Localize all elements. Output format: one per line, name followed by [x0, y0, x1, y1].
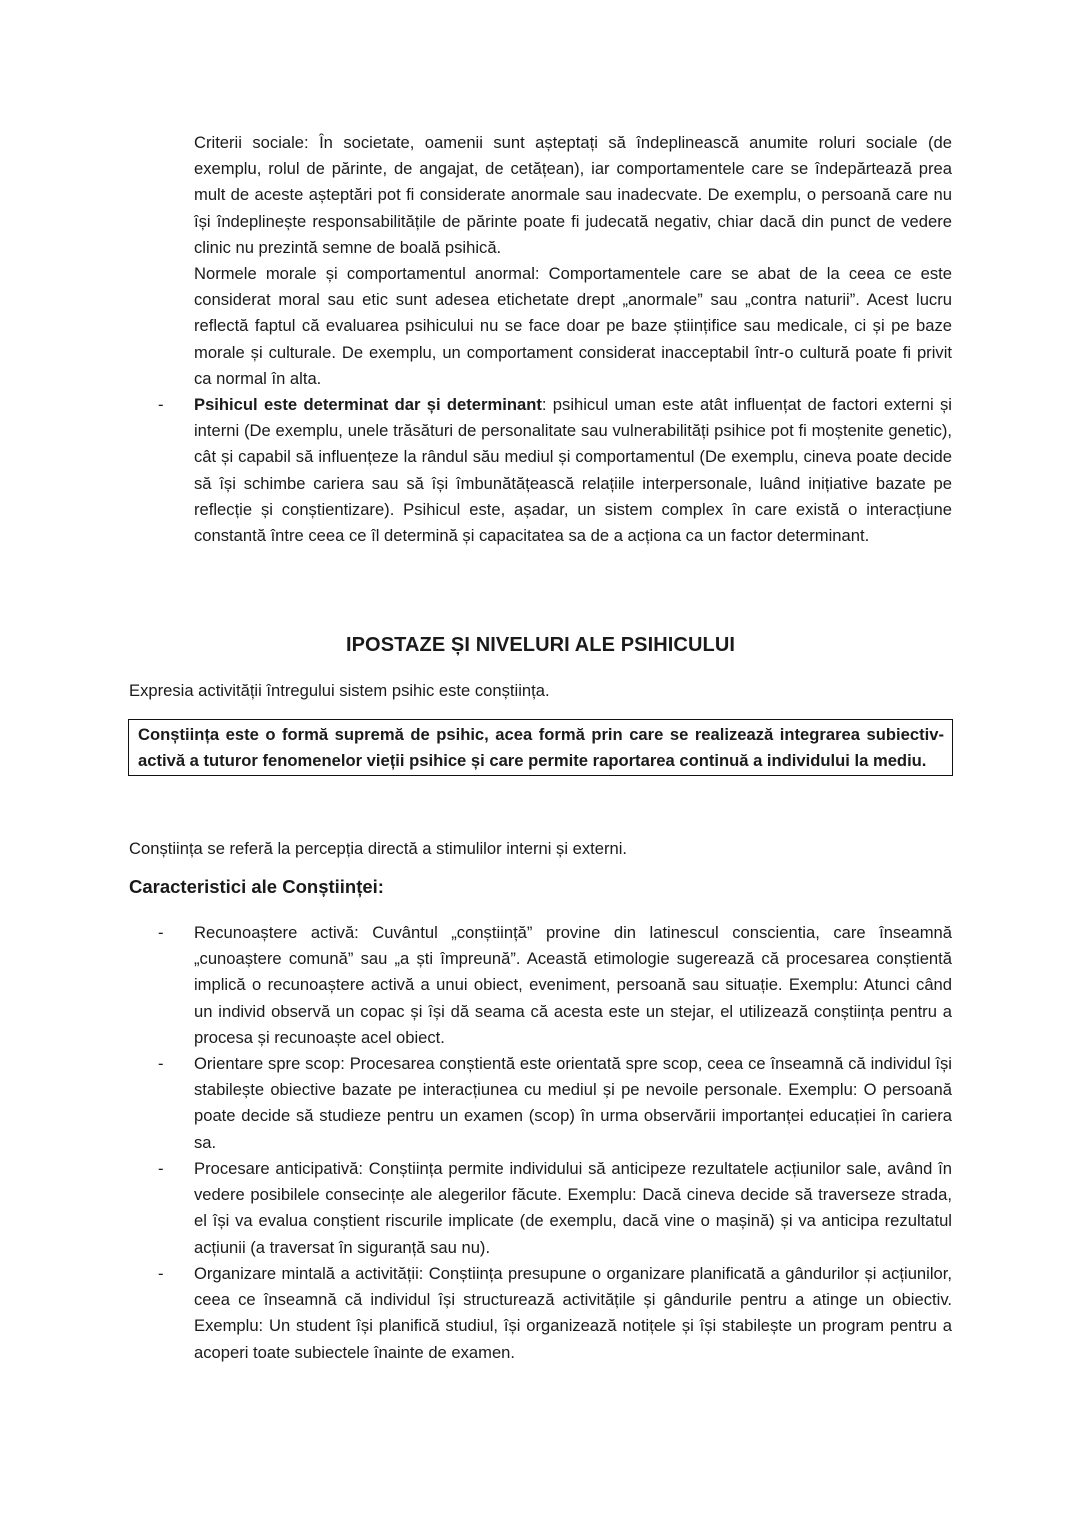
bullet-dash: -: [158, 1054, 164, 1073]
list-item: Orientare spre scop: Procesarea conștientă este orientată spre scop, ceea ce înseamnă că individul își stabilește obiective bazate pe interacțiunea cu mediul și pe nevoile personale. Exemplu: O persoană poate decide să studieze pentru un examen (scop) în urma observării importanței educației în cariera sa.: [194, 1054, 952, 1152]
paragraph-normele-morale: Normele morale și comportamentul anormal: Comportamentele care se abat de la ceea ce este considerat moral sau etic sunt adesea etichetate drept „anormale” sau „contra naturii”. Acest lucru reflectă faptul că evaluarea psihicului nu se face doar pe baze științifice sau medicale, ci și pe baze morale și culturale. De exemplu, un comportament considerat inacceptabil într-o cultură poate fi privit ca normal în alta.: [194, 264, 952, 388]
definition-box: Conștiința este o formă supremă de psihic, acea formă prin care se realizează integrarea subiectiv-activă a tuturor fenomenelor vieții psihice și care permite raportarea continuă a individului la mediu.: [128, 719, 953, 776]
paragraph-criterii-sociale: Criterii sociale: În societate, oamenii sunt așteptați să îndeplinească anumite roluri sociale (de exemplu, rolul de părinte, de angajat, de cetățean), iar comportamentele care se îndepărtează prea mult de aceste așteptări pot fi considerate anormale sau inadecvate. De exemplu, o persoană care nu își îndeplinește responsabilitățile de părinte poate fi judecată negativ, chiar dacă din punct de vedere clinic nu prezintă semne de boală psihică.: [194, 133, 952, 257]
bullet-dash: -: [158, 923, 164, 942]
perception-text: Conștiința se referă la percepția directă a stimulilor interni și externi.: [129, 839, 628, 858]
bullet-dash: -: [158, 1159, 164, 1178]
paragraph-psihicul-determinant: [194, 392, 952, 549]
psihicul-text: : psihicul uman este atât influențat de factori externi și interni (De exemplu, unele trăsături de personalitate sau vulnerabilități psihice pot fi moștenite genetic), cât și capabil să influențeze la rândul său mediul și comportamentul (De exemplu, cineva poate decide să își schimbe cariera sau să își îmbunătățească relațiile interpersonale, luând inițiative bazate pe reflecție și conștientizare). Psihicul este, așadar, un sistem complex în care există o interacțiune constantă între ceea ce îl determină și capacitatea sa de a acționa ca un factor determinant.: [194, 395, 952, 546]
section-heading: IPOSTAZE ȘI NIVELURI ALE PSIHICULUI: [345, 634, 736, 656]
characteristics-title: Caracteristici ale Conștiinței:: [129, 876, 384, 897]
psihicul-bold-label: Psihicul este determinat dar și determinant: [194, 395, 542, 414]
bullet-dash: -: [158, 1264, 164, 1283]
list-item: Organizare mintală a activității: Conștiința presupune o organizare planificată a gândurilor și acțiunilor, ceea ce înseamnă că individul își structurează activitățile și gândurile pentru a atinge un obiectiv. Exemplu: Un student își planifică studiul, își organizează notițele și își stabilește un program pentru a acoperi toate subiectele înainte de examen.: [194, 1264, 952, 1362]
list-item: Recunoaștere activă: Cuvântul „conștiință” provine din latinescul conscientia, care înseamnă „cunoaștere comună” sau „a ști împreună”. Această etimologie sugerează că procesarea conștientă implică o recunoaștere activă a unui obiect, eveniment, persoană sau situație. Exemplu: Atunci când un individ observă un copac și își dă seama că acesta este un stejar, el utilizează conștiința pentru a procesa și recunoaște acel obiect.: [194, 923, 952, 1047]
intro-text: Expresia activității întregului sistem psihic este conștiința.: [129, 681, 550, 700]
list-item: Procesare anticipativă: Conștiința permite individului să anticipeze rezultatele acțiunilor sale, având în vedere posibilele consecințe ale alegerilor făcute. Exemplu: Dacă cineva decide să traverseze strada, el își va evalua conștient riscurile implicate (de exemplu, dacă vine o mașină) și va anticipa rezultatul acțiunii (a traversat în siguranță sau nu).: [194, 1159, 952, 1257]
bullet-dash: -: [158, 395, 164, 414]
